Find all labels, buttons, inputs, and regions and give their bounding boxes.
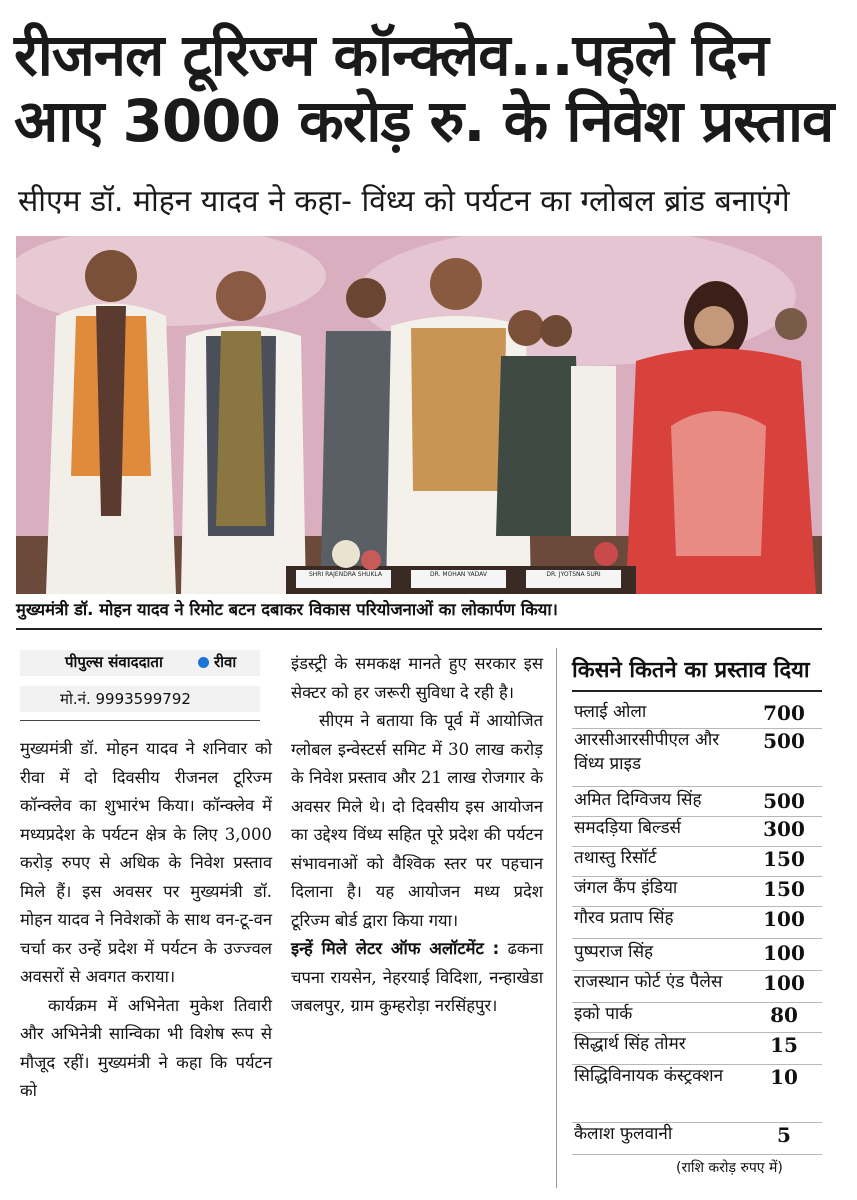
headline	[14, 22, 844, 154]
investment-row	[572, 970, 822, 1003]
investor-name: अमित दिग्विजय सिंह	[574, 790, 702, 810]
investment-amount: 500	[763, 729, 805, 753]
investor-name: कैलाश फुलवानी	[574, 1124, 673, 1144]
investor-name: पुष्पराज सिंह	[574, 942, 654, 962]
investment-amount: 5	[777, 1123, 791, 1147]
investment-row	[572, 1032, 822, 1065]
article-paragraph: इंडस्ट्री के समकक्ष मानते हुए सरकार इस सेक्टर को हर जरूरी सुविधा दे रही है।	[291, 654, 543, 702]
headline-line-1: रीजनल टूरिज्म कॉन्क्लेव...पहले दिन	[14, 21, 768, 89]
headline-line-2: आए 3000 करोड़ रु. के निवेश प्रस्ताव	[14, 87, 834, 155]
event-photo	[16, 236, 822, 594]
subheadline: सीएम डॉ. मोहन यादव ने कहा- विंध्य को पर्यटन का ग्लोबल ब्रांड बनाएंगे	[18, 184, 790, 219]
investor-name: गौरव प्रताप सिंह	[574, 908, 674, 928]
nameplate-2: DR. MOHAN YADAV	[430, 571, 487, 578]
article-paragraph: कार्यक्रम में अभिनेता मुकेश तिवारी और अभिनेत्री सान्विका भी विशेष रूप से मौजूद रहीं। मुख्यमंत्री ने कहा कि पर्यटन को	[20, 995, 272, 1100]
investment-row	[572, 940, 822, 971]
reporter-mobile	[20, 686, 260, 712]
article-paragraph: मुख्यमंत्री डॉ. मोहन यादव ने शनिवार को रीवा में दो दिवसीय रीजनल टूरिज्म कॉन्क्लेव का शुभारंभ किया। कॉन्क्लेव में मध्यप्रदेश के पर्यटन क्षेत्र के लिए 3,000 करोड़ रुपए से अधिक के निवेश प्रस्ताव मिले हैं। इस अवसर पर मुख्यमंत्री डॉ. मोहन यादव ने निवेशकों के साथ वन-टू-वन चर्चा कर उन्हें प्रदेश में पर्यटन के उज्ज्वल अवसरों से अवगत कराया।	[20, 739, 272, 986]
investment-row	[572, 846, 822, 877]
investor-name: जंगल कैंप इंडिया	[574, 878, 678, 898]
investment-amount: 700	[763, 701, 805, 725]
investment-amount: 500	[763, 789, 805, 813]
investment-row	[572, 788, 822, 817]
investment-amount: 100	[763, 907, 805, 931]
investment-amount: 100	[763, 971, 805, 995]
investment-amount: 80	[770, 1003, 798, 1027]
nameplate-3: DR. JYOTSNA SURI	[546, 571, 601, 578]
allotment-list: ढकना चपना रायसेन, नेहरयाई विदिशा, नन्हाखेडा जबलपुर, ग्राम कुम्हरोड़ा नरसिंहपुर।	[291, 939, 543, 1015]
investment-amount: 150	[763, 877, 805, 901]
dateline-place: रीवा	[214, 653, 237, 671]
investment-amount: 300	[763, 817, 805, 841]
investment-row	[572, 1002, 822, 1033]
investment-amount: 10	[770, 1065, 798, 1089]
byline	[20, 650, 260, 676]
investor-name: सिद्धार्थ सिंह तोमर	[574, 1034, 686, 1054]
column-divider	[556, 648, 557, 1188]
investor-name: फ्लाई ओला	[574, 702, 647, 722]
investment-row	[572, 876, 822, 907]
byline-dot-icon	[198, 657, 209, 668]
article-column-1	[20, 735, 272, 1106]
investment-footnote: (राशि करोड़ रुपए में)	[676, 1160, 783, 1176]
caption-divider	[16, 628, 822, 630]
photo-illustration	[16, 236, 822, 594]
mobile-number: मो.नं. 9993599792	[60, 690, 191, 708]
allotment-paragraph	[291, 935, 543, 1021]
allotment-heading: इन्हें मिले लेटर ऑफ अलॉटमेंट :	[291, 939, 500, 958]
byline-divider	[20, 720, 260, 721]
investment-table-title: किसने कितने का प्रस्ताव दिया	[572, 658, 810, 683]
investor-name: समदड़िया बिल्डर्स	[574, 818, 682, 838]
investor-name: सिद्धिविनायक कंस्ट्रक्शन	[574, 1066, 724, 1086]
article-paragraph: सीएम ने बताया कि पूर्व में आयोजित ग्लोबल इन्वेस्टर्स समिट में 30 लाख करोड़ के निवेश प्रस्ताव और 21 लाख रोजगार के अवसर मिले थे। दो दिवसीय इस आयोजन का उद्देश्य विंध्य सहित पूरे प्रदेश की पर्यटन संभावनाओं को वैश्विक स्तर पर पहचान दिलाना है। यह आयोजन मध्य प्रदेश टूरिज्म बोर्ड द्वारा किया गया।	[291, 711, 543, 930]
investment-row	[572, 728, 822, 787]
investment-amount: 150	[763, 847, 805, 871]
nameplate-1: SHRI RAJENDRA SHUKLA	[308, 571, 383, 578]
investor-name: तथास्तु रिसॉर्ट	[574, 848, 657, 868]
investment-row	[572, 1064, 822, 1123]
investor-name: राजस्थान फोर्ट एंड पैलेस	[574, 972, 723, 992]
investor-name: आरसीआरसीपीएल और विंध्य प्राइड	[574, 730, 720, 774]
photo-caption: मुख्यमंत्री डॉ. मोहन यादव ने रिमोट बटन दबाकर विकास परियोजनाओं का लोकार्पण किया।	[16, 600, 558, 619]
reporter-name: पीपुल्स संवाददाता	[65, 653, 163, 671]
investment-row	[572, 906, 822, 939]
investment-amount: 15	[770, 1033, 798, 1057]
investment-row	[572, 700, 822, 729]
investment-row	[572, 1122, 822, 1155]
investment-table-rule	[572, 690, 822, 692]
article-column-2	[291, 650, 543, 1021]
investor-name: इको पार्क	[574, 1004, 633, 1024]
investment-row	[572, 816, 822, 847]
investment-amount: 100	[763, 941, 805, 965]
